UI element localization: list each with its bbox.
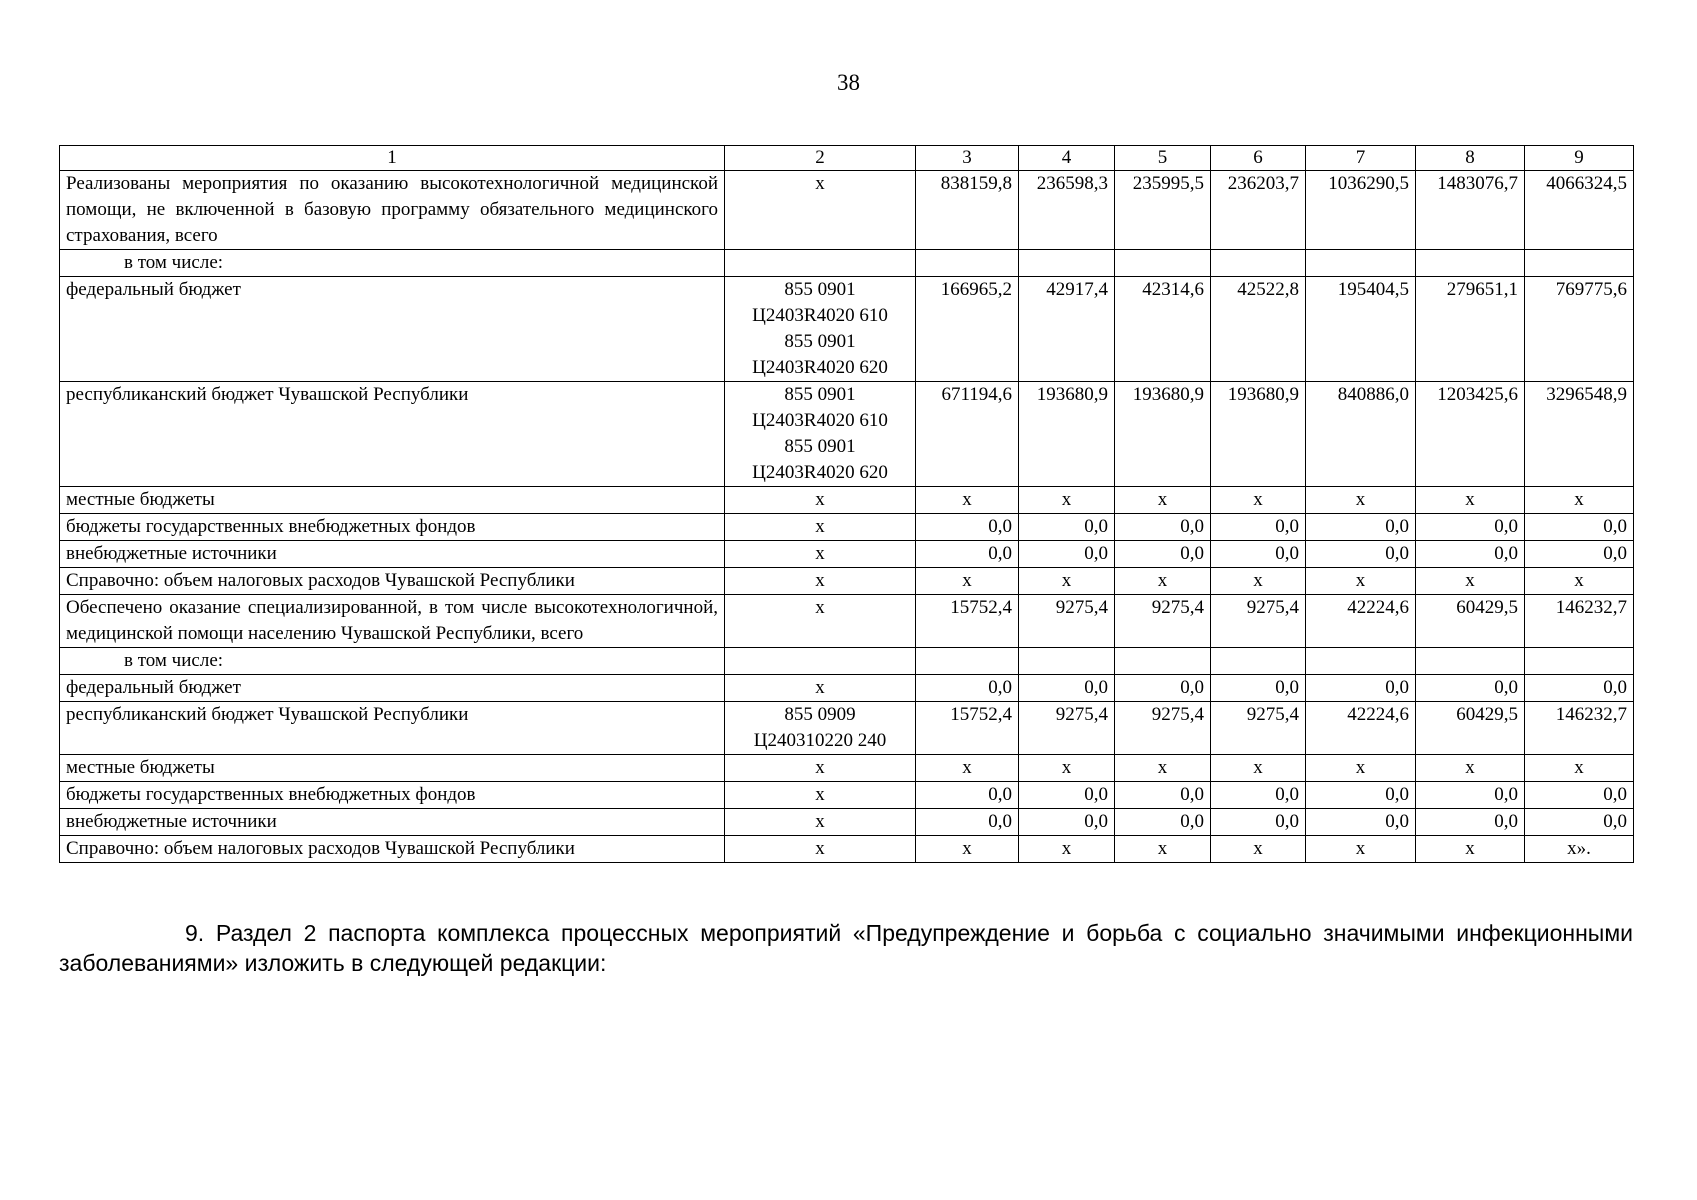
value-cell: х (1306, 755, 1416, 782)
value-cell: х (1211, 755, 1306, 782)
value-cell (1416, 648, 1525, 675)
value-cell: 3296548,9 (1525, 382, 1634, 487)
value-cell: 193680,9 (1211, 382, 1306, 487)
value-cell: 166965,2 (916, 277, 1019, 382)
row-name-cell: республиканский бюджет Чувашской Республики (60, 702, 725, 755)
value-cell: х (1416, 755, 1525, 782)
value-cell: 236598,3 (1019, 171, 1115, 250)
value-cell: 146232,7 (1525, 702, 1634, 755)
budget-code-cell (725, 250, 916, 277)
value-cell: 0,0 (1211, 809, 1306, 836)
value-cell: 0,0 (1019, 782, 1115, 809)
value-cell: х». (1525, 836, 1634, 863)
value-cell: х (1115, 836, 1211, 863)
column-header: 3 (916, 146, 1019, 171)
value-cell: 0,0 (1019, 675, 1115, 702)
value-cell: 0,0 (916, 541, 1019, 568)
value-cell: х (916, 836, 1019, 863)
table-row (60, 675, 1634, 702)
value-cell: 0,0 (1019, 541, 1115, 568)
table-row (60, 568, 1634, 595)
table-row (60, 171, 1634, 250)
table-header (60, 146, 1634, 171)
value-cell (1019, 648, 1115, 675)
value-cell: 42917,4 (1019, 277, 1115, 382)
column-header: 5 (1115, 146, 1211, 171)
value-cell: 1203425,6 (1416, 382, 1525, 487)
amendment-paragraph: 9. Раздел 2 паспорта комплекса процессных мероприятий «Предупреждение и борьба с социально значимыми инфекционными заболеваниями» изложить в следующей редакции: (59, 920, 1633, 976)
value-cell: 9275,4 (1211, 702, 1306, 755)
column-header: 4 (1019, 146, 1115, 171)
value-cell: 15752,4 (916, 595, 1019, 648)
row-name-cell: в том числе: (60, 250, 725, 277)
column-header: 8 (1416, 146, 1525, 171)
value-cell: 769775,6 (1525, 277, 1634, 382)
value-cell: х (916, 568, 1019, 595)
row-name-cell: бюджеты государственных внебюджетных фондов (60, 514, 725, 541)
budget-table (59, 145, 1634, 863)
table-row (60, 277, 1634, 382)
table-row (60, 782, 1634, 809)
budget-code-cell: х (725, 675, 916, 702)
value-cell: 0,0 (1211, 514, 1306, 541)
value-cell: 9275,4 (1211, 595, 1306, 648)
value-cell: х (1115, 755, 1211, 782)
value-cell: х (1525, 755, 1634, 782)
value-cell: 0,0 (1525, 541, 1634, 568)
value-cell: х (1211, 487, 1306, 514)
value-cell (1019, 250, 1115, 277)
table-row (60, 595, 1634, 648)
budget-code-cell: х (725, 595, 916, 648)
budget-code-cell: х (725, 171, 916, 250)
value-cell: 195404,5 (1306, 277, 1416, 382)
value-cell: 0,0 (916, 514, 1019, 541)
value-cell: 0,0 (916, 675, 1019, 702)
row-name-cell: внебюджетные источники (60, 541, 725, 568)
value-cell (1211, 250, 1306, 277)
value-cell: 0,0 (1019, 809, 1115, 836)
value-cell: 0,0 (1306, 782, 1416, 809)
value-cell: 0,0 (1306, 675, 1416, 702)
header-row (60, 146, 1634, 171)
value-cell: 193680,9 (1115, 382, 1211, 487)
row-name-cell: Справочно: объем налоговых расходов Чувашской Республики (60, 836, 725, 863)
row-name-cell: внебюджетные источники (60, 809, 725, 836)
value-cell: 840886,0 (1306, 382, 1416, 487)
value-cell: 236203,7 (1211, 171, 1306, 250)
column-header: 6 (1211, 146, 1306, 171)
value-cell (1306, 250, 1416, 277)
value-cell: 60429,5 (1416, 595, 1525, 648)
value-cell: 0,0 (1306, 514, 1416, 541)
value-cell: 0,0 (1306, 809, 1416, 836)
row-name-cell: в том числе: (60, 648, 725, 675)
value-cell: х (1306, 568, 1416, 595)
value-cell: 0,0 (916, 782, 1019, 809)
value-cell: х (1416, 487, 1525, 514)
budget-code-cell (725, 648, 916, 675)
value-cell: 671194,6 (916, 382, 1019, 487)
value-cell: 838159,8 (916, 171, 1019, 250)
budget-code-cell: 855 0909 Ц240310220 240 (725, 702, 916, 755)
row-name-cell: федеральный бюджет (60, 277, 725, 382)
value-cell (1306, 648, 1416, 675)
value-cell: х (1115, 487, 1211, 514)
column-header: 2 (725, 146, 916, 171)
budget-code-cell: 855 0901 Ц2403R4020 610 855 0901 Ц2403R4020 620 (725, 277, 916, 382)
budget-code-cell: х (725, 487, 916, 514)
value-cell: 9275,4 (1115, 595, 1211, 648)
value-cell (916, 250, 1019, 277)
row-name-cell: местные бюджеты (60, 755, 725, 782)
value-cell: х (1525, 487, 1634, 514)
value-cell: 0,0 (1115, 514, 1211, 541)
value-cell: 0,0 (1525, 809, 1634, 836)
value-cell: 0,0 (1416, 782, 1525, 809)
value-cell: х (1211, 836, 1306, 863)
value-cell (916, 648, 1019, 675)
row-name-cell: Справочно: объем налоговых расходов Чувашской Республики (60, 568, 725, 595)
value-cell: 1483076,7 (1416, 171, 1525, 250)
value-cell: 0,0 (1525, 514, 1634, 541)
budget-code-cell: х (725, 782, 916, 809)
value-cell: 0,0 (1416, 541, 1525, 568)
budget-code-cell: х (725, 541, 916, 568)
value-cell: 15752,4 (916, 702, 1019, 755)
value-cell: 0,0 (1115, 541, 1211, 568)
budget-code-cell: х (725, 568, 916, 595)
table-body (60, 171, 1634, 863)
value-cell: 0,0 (1416, 675, 1525, 702)
value-cell: 0,0 (1115, 675, 1211, 702)
value-cell: х (1306, 487, 1416, 514)
value-cell: 146232,7 (1525, 595, 1634, 648)
value-cell: х (1525, 568, 1634, 595)
value-cell: 0,0 (1019, 514, 1115, 541)
value-cell: х (1019, 568, 1115, 595)
value-cell: 0,0 (1416, 809, 1525, 836)
value-cell: х (1019, 755, 1115, 782)
value-cell: х (1211, 568, 1306, 595)
table-row (60, 702, 1634, 755)
budget-code-cell: х (725, 755, 916, 782)
budget-code-cell: х (725, 809, 916, 836)
value-cell: 42522,8 (1211, 277, 1306, 382)
table-row (60, 487, 1634, 514)
row-name-cell: республиканский бюджет Чувашской Республики (60, 382, 725, 487)
value-cell: 9275,4 (1115, 702, 1211, 755)
value-cell: 0,0 (1416, 514, 1525, 541)
row-name-cell: местные бюджеты (60, 487, 725, 514)
value-cell (1115, 648, 1211, 675)
value-cell: 1036290,5 (1306, 171, 1416, 250)
table-row (60, 648, 1634, 675)
value-cell: 60429,5 (1416, 702, 1525, 755)
budget-code-cell: х (725, 836, 916, 863)
column-header: 1 (60, 146, 725, 171)
value-cell: 4066324,5 (1525, 171, 1634, 250)
value-cell (1525, 250, 1634, 277)
value-cell: 0,0 (1525, 675, 1634, 702)
value-cell: х (916, 755, 1019, 782)
column-header: 9 (1525, 146, 1634, 171)
page-number: 38 (837, 70, 860, 95)
value-cell: 0,0 (1211, 541, 1306, 568)
value-cell: 235995,5 (1115, 171, 1211, 250)
table-row (60, 809, 1634, 836)
value-cell: 0,0 (1211, 675, 1306, 702)
value-cell (1115, 250, 1211, 277)
budget-code-cell: х (725, 514, 916, 541)
table-row (60, 836, 1634, 863)
table-row (60, 382, 1634, 487)
value-cell: 9275,4 (1019, 702, 1115, 755)
value-cell: 193680,9 (1019, 382, 1115, 487)
row-name-cell: федеральный бюджет (60, 675, 725, 702)
value-cell: х (916, 487, 1019, 514)
value-cell: х (1019, 836, 1115, 863)
value-cell: 0,0 (1115, 809, 1211, 836)
value-cell (1525, 648, 1634, 675)
value-cell: 42224,6 (1306, 702, 1416, 755)
value-cell (1416, 250, 1525, 277)
row-name-cell: Реализованы мероприятия по оказанию высокотехнологичной медицинской помощи, не включенной в базовую программу обязательного медицинского страхования, всего (60, 171, 725, 250)
value-cell: 0,0 (1115, 782, 1211, 809)
value-cell: 9275,4 (1019, 595, 1115, 648)
table-row (60, 541, 1634, 568)
value-cell: 279651,1 (1416, 277, 1525, 382)
table-row (60, 250, 1634, 277)
value-cell: х (1115, 568, 1211, 595)
value-cell: 42314,6 (1115, 277, 1211, 382)
column-header: 7 (1306, 146, 1416, 171)
table-row (60, 514, 1634, 541)
row-name-cell: бюджеты государственных внебюджетных фондов (60, 782, 725, 809)
value-cell: х (1306, 836, 1416, 863)
value-cell: х (1416, 836, 1525, 863)
value-cell: х (1416, 568, 1525, 595)
value-cell: 0,0 (1211, 782, 1306, 809)
value-cell: 0,0 (1306, 541, 1416, 568)
row-name-cell: Обеспечено оказание специализированной, в том числе высокотехнологичной, медицинской помощи населению Чувашской Республики, всего (60, 595, 725, 648)
value-cell: х (1019, 487, 1115, 514)
table-row (60, 755, 1634, 782)
value-cell (1211, 648, 1306, 675)
value-cell: 42224,6 (1306, 595, 1416, 648)
value-cell: 0,0 (1525, 782, 1634, 809)
budget-code-cell: 855 0901 Ц2403R4020 610 855 0901 Ц2403R4020 620 (725, 382, 916, 487)
value-cell: 0,0 (916, 809, 1019, 836)
